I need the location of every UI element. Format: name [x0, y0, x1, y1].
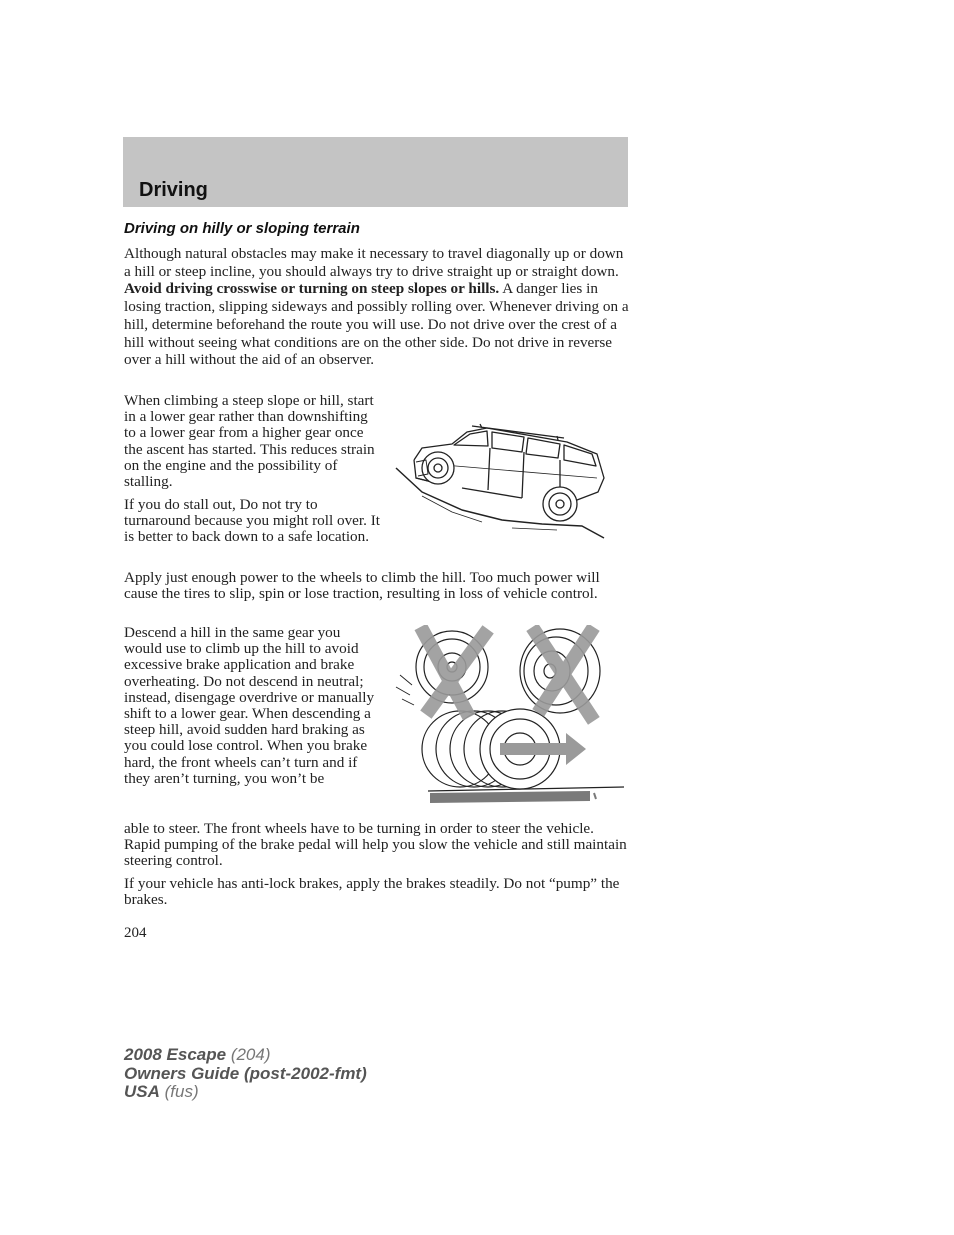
paragraph-power: Apply just enough power to the wheels to climb the hill. Too much power will cause the tires to slip, spin or lose traction, resulting in loss of vehicle control. — [124, 569, 600, 603]
section-header-bar — [123, 137, 628, 207]
footer-line-3 — [124, 1083, 367, 1102]
paragraph-antilock: If your vehicle has anti-lock brakes, apply the brakes steadily. Do not “pump” the brakes. — [124, 875, 620, 909]
footer-page-ref: (204) — [226, 1045, 271, 1064]
paragraph-text: A danger lies in losing traction, slipping sideways and possibly rolling over. Whenever driving on a hill, determine beforehand the route you will use. Do not drive over the crest of a hill without seeing what conditions are on the other side. Do not drive in reverse over a hill without the aid of an observer. — [124, 280, 629, 369]
footer-guide: Owners Guide (post-2002-fmt) — [124, 1063, 367, 1083]
paragraph-climbing: When climbing a steep slope or hill, start in a lower gear rather than downshifting to a lower gear from a higher gear once the ascent has started. This reduces strain on the engine and the possibility of stalling. — [124, 392, 375, 491]
warning-text: Avoid driving crosswise or turning on steep slopes or hills. — [124, 280, 500, 298]
paragraph-steering: able to steer. The front wheels have to be turning in order to steer the vehicle. Rapid pumping of the brake pedal will help you slow the vehicle and still maintain steering control. — [124, 820, 627, 870]
subsection-heading: Driving on hilly or sloping terrain — [124, 220, 360, 237]
paragraph-stall: If you do stall out, Do not try to turnaround because you might roll over. It is better to back down to a safe location. — [124, 496, 381, 546]
suv-on-hill-illustration — [392, 420, 612, 542]
page-number: 204 — [124, 925, 147, 941]
document-footer — [124, 1046, 367, 1102]
footer-line-2 — [124, 1065, 367, 1084]
section-title: Driving — [139, 179, 208, 201]
paragraph-descend: Descend a hill in the same gear you would use to climb up the hill to avoid excessive brake application and brake overheating. Do not descend in neutral; instead, disengage overdrive or manually shift to a lower gear. When descending a steep hill, avoid sudden hard braking as you could lose control. When you brake hard, the front wheels can’t turn and if they aren’t turning, you won’t be — [124, 624, 375, 787]
paragraph-text: Although natural obstacles may make it necessary to travel diagonally up or down a hill or steep incline, you should always try to drive straight up or straight down. — [124, 245, 624, 280]
footer-market: USA — [124, 1082, 160, 1101]
footer-market-code: (fus) — [159, 1082, 199, 1101]
footer-model: 2008 Escape — [124, 1045, 227, 1064]
braking-wheels-illustration — [390, 625, 626, 807]
footer-line-1 — [124, 1046, 367, 1065]
paragraph-terrain-intro — [124, 245, 632, 369]
